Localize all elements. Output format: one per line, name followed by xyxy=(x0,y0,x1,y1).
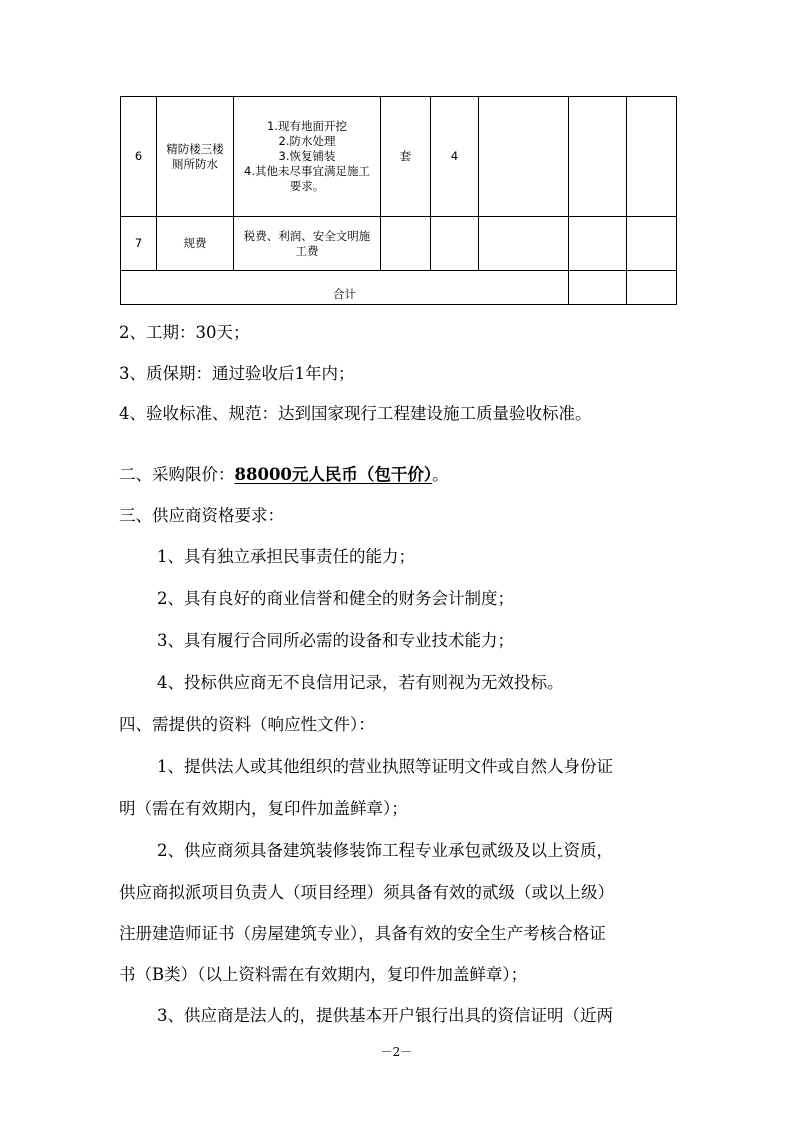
table-row xyxy=(121,217,677,271)
row-number: 6 xyxy=(121,97,157,217)
period-line: 2、工期：30天； xyxy=(119,323,250,342)
empty-cell xyxy=(627,97,677,217)
empty-cell xyxy=(627,271,677,305)
qualification-item: 2、具有良好的商业信誉和健全的财务会计制度； xyxy=(157,589,514,608)
qualification-item: 1、具有独立承担民事责任的能力； xyxy=(157,547,415,566)
item-description: 税费、利润、安全文明施工费 xyxy=(234,217,381,271)
warranty-line: 3、质保期：通过验收后1年内； xyxy=(119,364,355,383)
price-limit-amount: 88000元人民币（包干价） xyxy=(234,465,433,484)
empty-cell xyxy=(569,217,627,271)
empty-cell xyxy=(569,271,627,305)
table-row xyxy=(121,97,677,217)
document-item-line: 注册建造师证书（房屋建筑专业），具备有效的安全生产考核合格证 xyxy=(119,924,606,943)
empty-cell xyxy=(381,217,431,271)
empty-cell xyxy=(479,217,569,271)
description-line: 4.其他未尽事宜满足施工要求。 xyxy=(244,164,370,193)
document-item-line: 2、供应商须具备建筑装修装饰工程专业承包贰级及以上资质， xyxy=(157,841,613,860)
description-line: 2.防水处理 xyxy=(278,134,336,148)
document-item-line: 供应商拟派项目负责人（项目经理）须具备有效的贰级（或以上级） xyxy=(119,883,614,902)
document-item-line: 明（需在有效期内，复印件加盖鲜章）； xyxy=(119,799,408,818)
item-table xyxy=(120,96,677,305)
empty-cell xyxy=(479,97,569,217)
total-label: 合计 xyxy=(121,271,569,305)
document-item-line: 3、供应商是法人的，提供基本开户银行出具的资信证明（近两 xyxy=(157,1006,613,1025)
qualification-item: 4、投标供应商无不良信用记录，若有则视为无效投标。 xyxy=(157,673,564,692)
item-unit: 套 xyxy=(381,97,431,217)
item-name-text: 精防楼三楼厕所防水 xyxy=(166,141,224,171)
price-limit-line xyxy=(119,461,449,485)
item-name xyxy=(157,97,234,217)
qualification-heading: 三、供应商资格要求： xyxy=(119,506,284,525)
documents-heading: 四、需提供的资料（响应性文件）： xyxy=(119,715,375,734)
document-item-line: 书（B类）（以上资料需在有效期内，复印件加盖鲜章）； xyxy=(119,965,528,984)
empty-cell xyxy=(569,97,627,217)
row-number: 7 xyxy=(121,217,157,271)
description-line: 1.现有地面开挖 xyxy=(267,119,347,133)
qualification-item: 3、具有履行合同所必需的设备和专业技术能力； xyxy=(157,631,514,650)
item-name: 规费 xyxy=(157,217,234,271)
page-number: －2－ xyxy=(380,1045,413,1059)
item-description xyxy=(234,97,381,217)
item-quantity: 4 xyxy=(431,97,479,217)
price-limit-prefix: 二、采购限价： xyxy=(119,465,235,484)
document-item-line: 1、提供法人或其他组织的营业执照等证明文件或自然人身份证 xyxy=(157,757,613,776)
empty-cell xyxy=(431,217,479,271)
total-row xyxy=(121,271,677,305)
price-limit-suffix: 。 xyxy=(432,465,449,484)
description-line: 3.恢复铺装 xyxy=(278,149,336,163)
empty-cell xyxy=(627,217,677,271)
standard-line: 4、验收标准、规范：达到国家现行工程建设施工质量验收标准。 xyxy=(119,404,592,423)
